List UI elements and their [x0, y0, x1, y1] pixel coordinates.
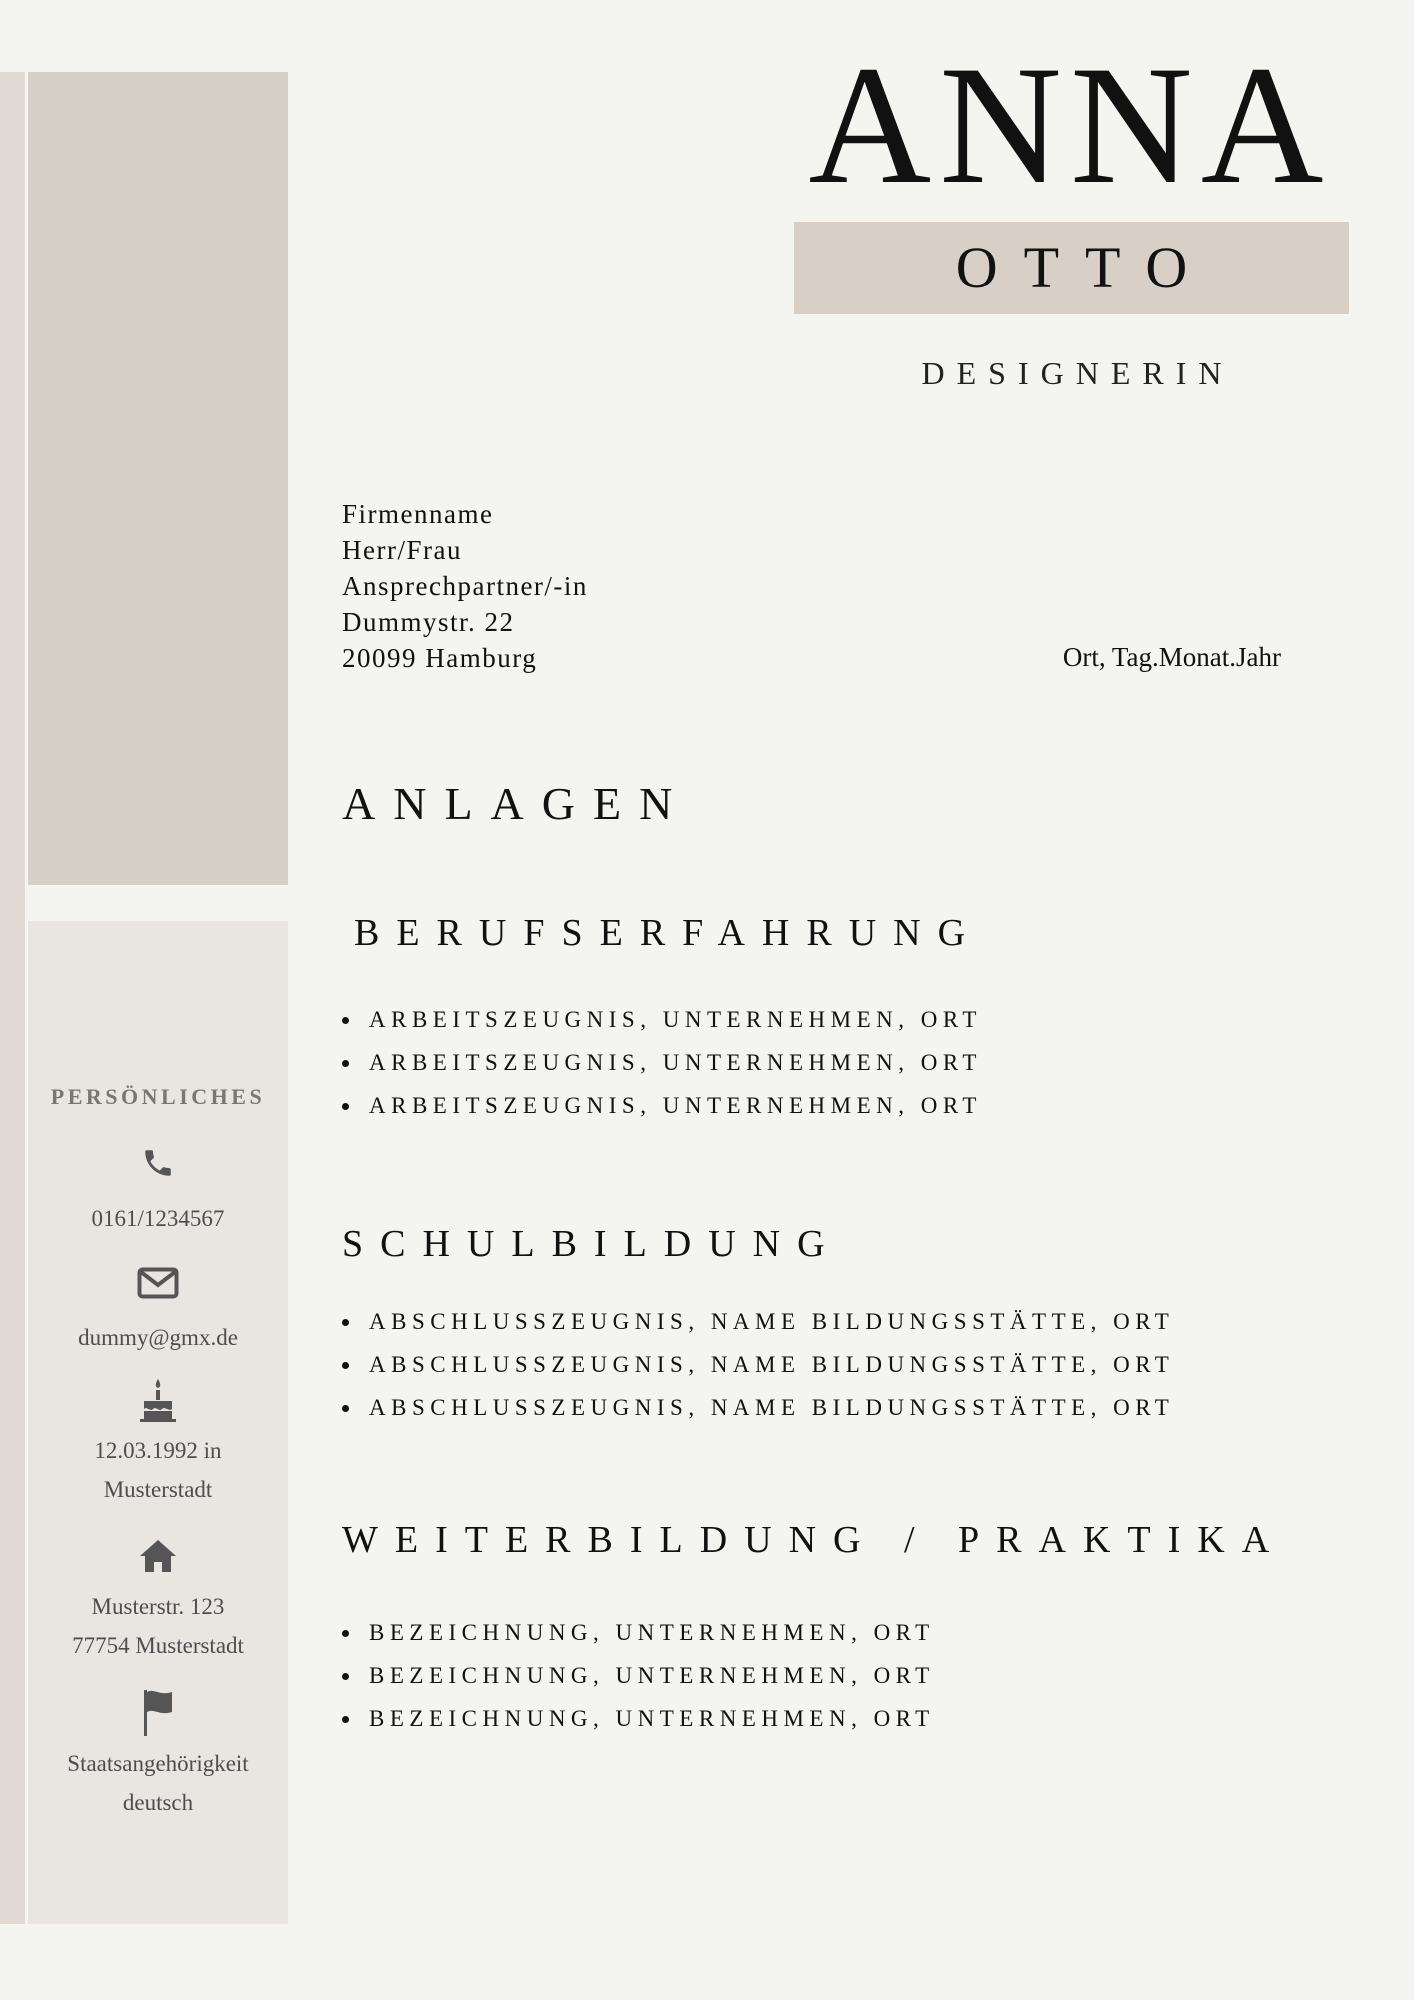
nationality: Staatsangehörigkeit deutsch [67, 1751, 249, 1815]
birthday-cake-icon [138, 1377, 178, 1423]
list-item: BEZEICHNUNG, UNTERNEHMEN, ORT [342, 1611, 935, 1654]
first-name: ANNA [808, 31, 1332, 219]
email-address: dummy@gmx.de [78, 1325, 238, 1350]
recipient-line: 20099 Hamburg [342, 643, 538, 673]
birth-info: 12.03.1992 in Musterstadt [94, 1438, 222, 1502]
personal-info-panel [28, 921, 288, 1924]
home-address: Musterstr. 123 77754 Musterstadt [72, 1594, 244, 1658]
job-title: DESIGNERIN [921, 355, 1234, 391]
section-title-training: WEITERBILDUNG / PRAKTIKA [342, 1519, 1287, 1561]
section-title-education: SCHULBILDUNG [342, 1223, 842, 1265]
recipient-address [342, 496, 588, 676]
training-list [342, 1611, 935, 1740]
personal-heading: PERSÖNLICHES [50, 1084, 266, 1109]
list-item: ARBEITSZEUGNIS, UNTERNEHMEN, ORT [342, 1084, 982, 1127]
experience-list [342, 998, 982, 1127]
photo-placeholder [28, 72, 288, 885]
list-item: BEZEICHNUNG, UNTERNEHMEN, ORT [342, 1654, 935, 1697]
last-name-box [794, 222, 1349, 314]
list-item: ABSCHLUSSZEUGNIS, NAME BILDUNGSSTÄTTE, ORT [342, 1343, 1174, 1386]
left-edge-strip [0, 72, 25, 1924]
flag-icon [140, 1688, 176, 1738]
list-item: ARBEITSZEUGNIS, UNTERNEHMEN, ORT [342, 998, 982, 1041]
section-title-experience: BERUFSERFAHRUNG [354, 912, 983, 954]
recipient-line: Herr/Frau [342, 535, 462, 565]
list-item: ARBEITSZEUGNIS, UNTERNEHMEN, ORT [342, 1041, 982, 1084]
home-icon [138, 1538, 178, 1574]
mail-icon [137, 1267, 179, 1299]
letter-date: Ort, Tag.Monat.Jahr [1062, 642, 1281, 672]
recipient-line: Dummystr. 22 [342, 607, 515, 637]
recipient-line: Ansprechpartner/-in [342, 571, 588, 601]
list-item: ABSCHLUSSZEUGNIS, NAME BILDUNGSSTÄTTE, ORT [342, 1300, 1174, 1343]
attachments-title: ANLAGEN [342, 778, 691, 829]
recipient-line: Firmenname [342, 499, 494, 529]
phone-icon [141, 1145, 175, 1181]
list-item: BEZEICHNUNG, UNTERNEHMEN, ORT [342, 1697, 935, 1740]
phone-number: 0161/1234567 [91, 1206, 225, 1231]
last-name: OTTO [955, 235, 1214, 300]
list-item: ABSCHLUSSZEUGNIS, NAME BILDUNGSSTÄTTE, ORT [342, 1386, 1174, 1429]
education-list [342, 1300, 1174, 1429]
